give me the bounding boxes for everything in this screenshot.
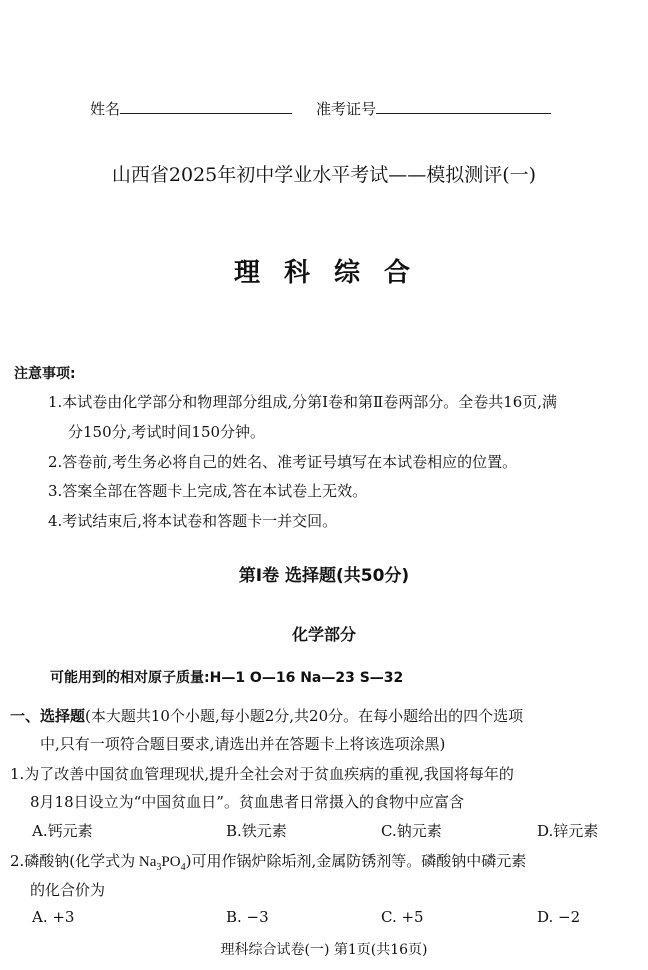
exam-number-underline: [376, 99, 551, 114]
question-1-option-c: C.钠元素: [381, 822, 442, 840]
question-2-post: )可用作锅炉除垢剂,金属防锈剂等。磷酸钠中磷元素: [185, 852, 527, 870]
notes-heading: 注意事项:: [14, 366, 76, 382]
page-footer: 理科综合试卷(一) 第1页(共16页): [220, 942, 428, 958]
formula-sub-b: 4: [180, 862, 186, 873]
exam-number-label: 准考证号: [316, 100, 377, 118]
question-1-option-a: A.钙元素: [32, 822, 93, 840]
formula-sub-a: 3: [156, 862, 162, 873]
formula-part-a: Na: [138, 854, 157, 870]
choice-intro-rest: (本大题共10个小题,每小题2分,共20分。在每小题给出的四个选项: [85, 707, 524, 725]
question-2-option-a: A. +3: [32, 908, 75, 926]
choice-intro-line1: [10, 705, 523, 726]
name-label: 姓名: [90, 100, 121, 118]
note-item-2: 2.答卷前,考生务必将自己的姓名、准考证号填写在本试卷相应的位置。: [48, 453, 518, 471]
question-2-option-c: C. +5: [381, 908, 424, 926]
question-1-line2: 8月18日设立为“中国贫血日”。贫血患者日常摄入的食物中应富含: [30, 793, 464, 811]
question-1-line1: 1.为了改善中国贫血管理现状,提升全社会对于贫血疾病的重视,我国将每年的: [10, 765, 514, 783]
exam-number-field: [316, 98, 551, 119]
question-1-option-d: D.锌元素: [537, 822, 599, 840]
note-item-3: 3.答案全部在答题卡上完成,答在本试卷上无效。: [48, 482, 368, 500]
chemical-formula: [135, 854, 186, 873]
choice-heading: 一、选择题: [10, 707, 86, 725]
name-underline: [120, 99, 292, 114]
question-2-line1: [10, 850, 526, 873]
question-2-line2: 的化合价为: [30, 881, 106, 899]
question-2-pre: 2.磷酸钠(化学式为: [10, 852, 136, 870]
choice-intro-line2: 中,只有一项符合题目要求,请选出并在答题卡上将该选项涂黑): [40, 735, 446, 753]
question-2-option-b: B. −3: [226, 908, 269, 926]
note-item-4: 4.考试结束后,将本试卷和答题卡一并交回。: [48, 512, 338, 530]
part-title: 化学部分: [291, 625, 356, 644]
note-item-1-line2: 分150分,考试时间150分钟。: [68, 423, 266, 441]
atomic-masses: 可能用到的相对原子质量:H—1 O—16 Na—23 S—32: [50, 670, 404, 686]
note-item-1-line1: 1.本试卷由化学部分和物理部分组成,分第Ⅰ卷和第Ⅱ卷两部分。全卷共16页,满: [48, 393, 558, 411]
subject-title: 理科综合: [233, 258, 434, 288]
question-2-option-d: D. −2: [537, 908, 581, 926]
name-field: [90, 98, 292, 119]
formula-part-b: PO: [161, 854, 181, 870]
section-title: 第Ⅰ卷 选择题(共50分): [238, 566, 410, 586]
exam-title: 山西省2025年初中学业水平考试——模拟测评(一): [111, 164, 537, 186]
question-1-option-b: B.铁元素: [226, 822, 287, 840]
